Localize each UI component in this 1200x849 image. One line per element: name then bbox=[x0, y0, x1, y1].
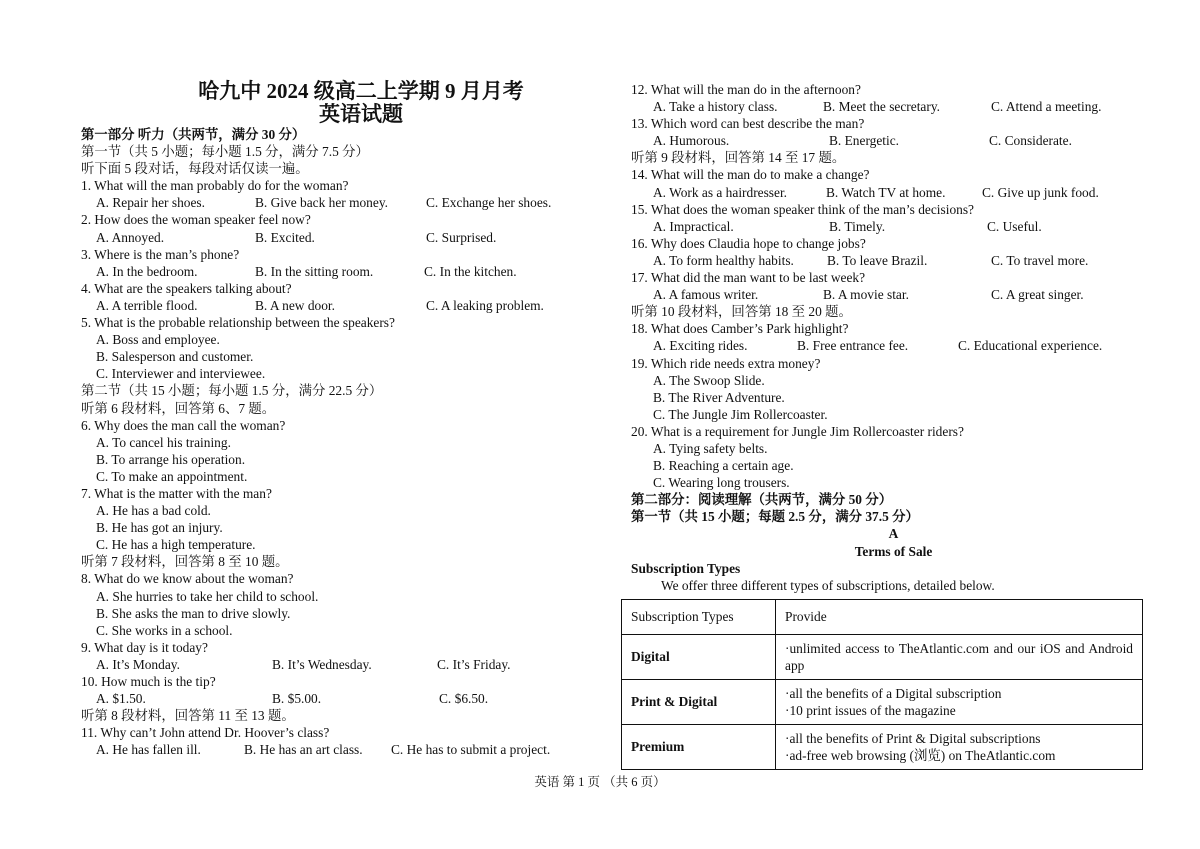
instruction-10: 听第 10 段材料，回答第 18 至 20 题。 bbox=[631, 304, 852, 320]
option-b: B. Salesperson and customer. bbox=[96, 349, 254, 365]
section1-instruction: 听下面 5 段对话，每段对话仅读一遍。 bbox=[81, 161, 309, 177]
subscription-provide bbox=[776, 679, 1143, 724]
option-a: A. Take a history class. bbox=[653, 99, 778, 115]
benefit-line: ·10 print issues of the magazine bbox=[785, 702, 956, 718]
option-a: A. Annoyed. bbox=[96, 229, 165, 245]
question-6-stem: 6. Why does the man call the woman? bbox=[81, 417, 286, 433]
option-a: A. The Swoop Slide. bbox=[653, 372, 765, 388]
option-a: A. Boss and employee. bbox=[96, 332, 220, 348]
option-a: A. To form healthy habits. bbox=[653, 252, 794, 268]
option-a: A. Work as a hairdresser. bbox=[653, 184, 788, 200]
question-13-options bbox=[631, 132, 1156, 149]
table-header-row bbox=[622, 599, 1143, 634]
option-b: B. He has got an injury. bbox=[96, 520, 223, 536]
option-a: A. A terrible flood. bbox=[96, 297, 198, 313]
option-a: A. Exciting rides. bbox=[653, 338, 748, 354]
question-9-options bbox=[81, 656, 601, 673]
option-c: C. Considerate. bbox=[989, 133, 1072, 149]
option-c: C. Attend a meeting. bbox=[991, 99, 1102, 115]
part2-section1-heading: 第一节（共 15 小题；每题 2.5 分，满分 37.5 分） bbox=[631, 509, 919, 525]
subscription-type: Print & Digital bbox=[622, 679, 776, 724]
table-row bbox=[622, 679, 1143, 724]
option-a: A. In the bedroom. bbox=[96, 263, 198, 279]
option-b: B. A new door. bbox=[255, 297, 335, 313]
question-3-options bbox=[81, 263, 601, 280]
subscription-intro: We offer three different types of subscriptions, detailed below. bbox=[661, 577, 995, 593]
question-1-stem: 1. What will the man probably do for the woman? bbox=[81, 178, 349, 194]
header-cell-types: Subscription Types bbox=[622, 599, 776, 634]
question-7-stem: 7. What is the matter with the man? bbox=[81, 485, 272, 501]
question-14-stem: 14. What will the man do to make a change? bbox=[631, 167, 870, 183]
option-a: A. He has fallen ill. bbox=[96, 742, 201, 758]
instruction-8: 听第 8 段材料，回答第 11 至 13 题。 bbox=[81, 708, 295, 724]
option-b: B. Excited. bbox=[255, 229, 315, 245]
option-b: B. Energetic. bbox=[829, 133, 900, 149]
instruction-9: 听第 9 段材料，回答第 14 至 17 题。 bbox=[631, 150, 846, 166]
option-b: B. A movie star. bbox=[823, 287, 909, 303]
option-b: B. Watch TV at home. bbox=[826, 184, 946, 200]
option-b: B. It’s Wednesday. bbox=[272, 656, 372, 672]
question-16-stem: 16. Why does Claudia hope to change jobs? bbox=[631, 235, 866, 251]
option-b: B. To leave Brazil. bbox=[827, 252, 928, 268]
option-b: B. In the sitting room. bbox=[255, 263, 374, 279]
option-c: C. The Jungle Jim Rollercoaster. bbox=[653, 406, 828, 422]
option-a: A. Repair her shoes. bbox=[96, 195, 205, 211]
question-15-stem: 15. What does the woman speaker think of the man’s decisions? bbox=[631, 201, 974, 217]
table-row bbox=[622, 724, 1143, 769]
question-14-options bbox=[631, 184, 1156, 201]
option-c: C. He has a high temperature. bbox=[96, 537, 256, 553]
question-10-stem: 10. How much is the tip? bbox=[81, 674, 216, 689]
option-b: B. He has an art class. bbox=[244, 742, 363, 758]
instruction-6: 听第 6 段材料，回答第 6、7 题。 bbox=[81, 400, 276, 416]
option-c: C. Exchange her shoes. bbox=[426, 195, 552, 211]
subscription-table bbox=[621, 599, 1143, 770]
question-18-options bbox=[631, 337, 1156, 354]
question-17-stem: 17. What did the man want to be last week? bbox=[631, 270, 866, 286]
option-c: C. A leaking problem. bbox=[426, 297, 544, 313]
option-b: B. Give back her money. bbox=[255, 195, 388, 211]
option-c: C. He has to submit a project. bbox=[391, 742, 551, 758]
option-c: C. $6.50. bbox=[439, 691, 489, 707]
option-c: C. Educational experience. bbox=[958, 338, 1103, 354]
benefit-line: ·unlimited access to TheAtlantic.com and our iOS and Android app bbox=[785, 640, 1133, 673]
option-b: B. To arrange his operation. bbox=[96, 451, 246, 467]
subscription-provide bbox=[776, 634, 1143, 679]
option-a: A. A famous writer. bbox=[653, 287, 759, 303]
part2-heading: 第二部分：阅读理解（共两节，满分 50 分） bbox=[631, 492, 893, 508]
exam-subtitle: 英语试题 bbox=[319, 102, 403, 126]
option-c: C. Useful. bbox=[987, 218, 1042, 234]
subscription-heading: Subscription Types bbox=[631, 560, 741, 576]
part1-heading: 第一部分 听力（共两节，满分 30 分） bbox=[81, 127, 306, 142]
question-4-options bbox=[81, 297, 601, 314]
option-c: C. To make an appointment. bbox=[96, 468, 248, 484]
section2-heading: 第二节（共 15 小题；每小题 1.5 分，满分 22.5 分） bbox=[81, 383, 383, 399]
question-11-stem: 11. Why can’t John attend Dr. Hoover’s class? bbox=[81, 725, 330, 741]
question-3-stem: 3. Where is the man’s phone? bbox=[81, 246, 240, 262]
benefit-line: ·all the benefits of Print & Digital subscriptions bbox=[785, 730, 1041, 746]
option-c: C. A great singer. bbox=[991, 287, 1084, 303]
question-17-options bbox=[631, 286, 1156, 303]
question-1-options bbox=[81, 194, 601, 211]
question-9-stem: 9. What day is it today? bbox=[81, 639, 208, 655]
option-a: A. $1.50. bbox=[96, 691, 146, 707]
question-16-options bbox=[631, 252, 1156, 269]
option-c: C. It’s Friday. bbox=[437, 656, 511, 672]
option-c: C. Surprised. bbox=[426, 229, 497, 245]
option-b: B. She asks the man to drive slowly. bbox=[96, 605, 291, 621]
question-20-stem: 20. What is a requirement for Jungle Jim Rollercoaster riders? bbox=[631, 423, 964, 439]
option-a: A. Humorous. bbox=[653, 133, 730, 149]
question-5-stem: 5. What is the probable relationship between the speakers? bbox=[81, 315, 395, 331]
question-2-stem: 2. How does the woman speaker feel now? bbox=[81, 212, 311, 228]
question-15-options bbox=[631, 218, 1156, 235]
instruction-7: 听第 7 段材料，回答第 8 至 10 题。 bbox=[81, 554, 289, 570]
question-18-stem: 18. What does Camber’s Park highlight? bbox=[631, 321, 849, 337]
option-a: A. Impractical. bbox=[653, 218, 734, 234]
option-c: C. She works in a school. bbox=[96, 622, 233, 638]
passage-title: Terms of Sale bbox=[854, 543, 933, 559]
option-a: A. It’s Monday. bbox=[96, 656, 180, 672]
exam-title: 哈九中 2024 级高二上学期 9 月月考 bbox=[198, 79, 524, 103]
option-b: B. Meet the secretary. bbox=[823, 99, 940, 115]
option-b: B. Timely. bbox=[829, 218, 886, 234]
option-a: A. To cancel his training. bbox=[96, 434, 231, 450]
question-8-stem: 8. What do we know about the woman? bbox=[81, 571, 294, 587]
option-b: B. $5.00. bbox=[272, 691, 322, 707]
subscription-type: Digital bbox=[622, 634, 776, 679]
option-b: B. Free entrance fee. bbox=[797, 338, 909, 354]
option-c: C. Interviewer and interviewee. bbox=[96, 366, 266, 382]
option-a: A. He has a bad cold. bbox=[96, 503, 211, 519]
right-column bbox=[631, 81, 1156, 770]
option-c: C. In the kitchen. bbox=[424, 263, 517, 279]
subscription-provide bbox=[776, 724, 1143, 769]
section1-heading: 第一节（共 5 小题；每小题 1.5 分，满分 7.5 分） bbox=[81, 144, 369, 160]
option-a: A. She hurries to take her child to school. bbox=[96, 588, 319, 604]
question-12-stem: 12. What will the man do in the afternoon? bbox=[631, 82, 861, 97]
option-c: C. Give up junk food. bbox=[982, 184, 1099, 200]
question-10-options bbox=[81, 690, 601, 707]
question-12-options bbox=[631, 98, 1156, 115]
subscription-type: Premium bbox=[622, 724, 776, 769]
table-row bbox=[622, 634, 1143, 679]
question-2-options bbox=[81, 229, 601, 246]
question-13-stem: 13. Which word can best describe the man? bbox=[631, 116, 865, 132]
question-11-options bbox=[81, 741, 601, 758]
question-4-stem: 4. What are the speakers talking about? bbox=[81, 280, 292, 296]
left-column bbox=[81, 0, 601, 758]
option-c: C. Wearing long trousers. bbox=[653, 475, 790, 491]
benefit-line: ·ad-free web browsing (浏览) on TheAtlantic.com bbox=[785, 747, 1056, 763]
option-b: B. Reaching a certain age. bbox=[653, 458, 794, 474]
option-a: A. Tying safety belts. bbox=[653, 440, 768, 456]
question-19-stem: 19. Which ride needs extra money? bbox=[631, 355, 821, 371]
header-cell-provide: Provide bbox=[776, 599, 1143, 634]
page-footer: 英语 第 1 页 （共 6 页） bbox=[534, 775, 666, 789]
passage-letter: A bbox=[888, 526, 899, 542]
option-c: C. To travel more. bbox=[991, 252, 1089, 268]
option-b: B. The River Adventure. bbox=[653, 389, 785, 405]
benefit-line: ·all the benefits of a Digital subscription bbox=[785, 685, 1002, 701]
